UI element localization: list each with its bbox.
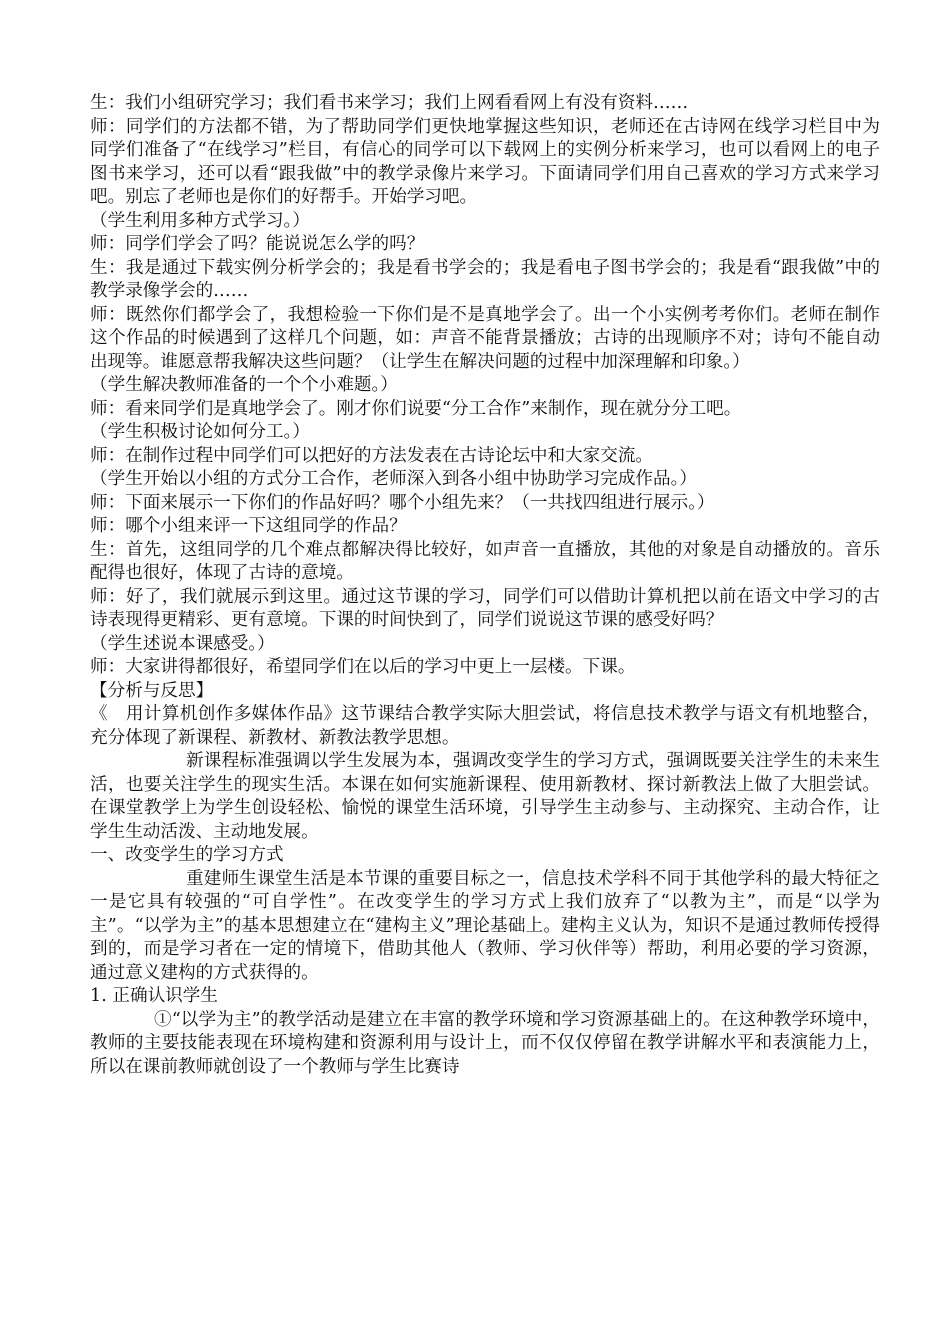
paragraph-2: 师：同学们的方法都不错，为了帮助同学们更快地掌握这些知识，老师还在古诗网在线学习栏目中为同学们准备了“在线学习”栏目，有信心的同学可以下载网上的实例分析来学习，也可以看网上的电子图书来学习，还可以看“跟我做”中的教学录像片来学习。下面请同学们用自己喜欢的学习方式来学习吧。别忘了老师也是你们的好帮手。开始学习吧。 [90, 116, 880, 207]
paragraph-13: 师：哪个小组来评一下这组同学的作品？ [90, 516, 407, 536]
paragraph-7: （学生解决教师准备的一个个小难题。） [90, 375, 398, 395]
section-heading-analysis: 【分析与反思】 [90, 680, 214, 701]
paragraph-16: （学生述说本课感受。） [90, 633, 275, 654]
paragraph-22: 重建师生课堂生活是本节课的重要目标之一，信息技术学科不同于其他学科的最大特征之一是它具有较强的“可自学性”。在改变学生的学习方式上我们放弃了“以教为主”，而是“以学为主”。“以学为主”的基本思想建立在“建构主义”理论基础上。建构主义认为，知识不是通过教师传授得到的，而是学习者在一定的情境下，借助其他人（教师、学习伙伴等）帮助，利用必要的学习资源，通过意义建构的方式获得的。 [90, 868, 880, 983]
paragraph-15: 师：好了，我们就展示到这里。通过这节课的学习，同学们可以借助计算机把以前在语文中学习的古诗表现得更精彩、更有意境。下课的时间快到了，同学们说说这节课的感受好吗？ [90, 586, 880, 630]
paragraph-8: 师：看来同学们是真地学会了。刚才你们说要“分工合作”来制作，现在就分分工吧。 [90, 398, 742, 419]
section-heading-1: 一、改变学生的学习方式 [90, 845, 284, 865]
paragraph-3: （学生利用多种方式学习。） [90, 210, 310, 231]
paragraph-4: 师：同学们学会了吗？能说说怎么学的吗？ [90, 234, 425, 254]
paragraph-6: 师：既然你们都学会了，我想检验一下你们是不是真地学会了。出一个小实例考考你们。老师在制作这个作品的时候遇到了这样几个问题，如：声音不能背景播放；古诗的出现顺序不对；诗句不能自动出现等。谁愿意帮我解决这些问题？（让学生在解决问题的过程中加深理解和印象。） [90, 304, 880, 372]
paragraph-24: ①“以学为主”的教学活动是建立在丰富的教学环境和学习资源基础上的。在这种教学环境中，教师的主要技能表现在环境构建和资源利用与设计上，而不仅仅停留在教学讲解水平和表演能力上，所以在课前教师就创设了一个教师与学生比赛诗 [90, 1009, 880, 1077]
paragraph-11: （学生开始以小组的方式分工合作，老师深入到各小组中协助学习完成作品。） [90, 469, 697, 489]
paragraph-10: 师：在制作过程中同学们可以把好的方法发表在古诗论坛中和大家交流。 [90, 445, 654, 466]
paragraph-20: 新课程标准强调以学生发展为本，强调改变学生的学习方式，强调既要关注学生的未来生活，也要关注学生的现实生活。本课在如何实施新课程、使用新教材、探讨新教法上做了大胆尝试。在课堂教学上为学生创设轻松、愉悦的课堂生活环境，引导学生主动参与、主动探究、主动合作，让学生生动活泼、主动地发展。 [90, 751, 880, 842]
paragraph-1: 生：我们小组研究学习；我们看书来学习；我们上网看看网上有没有资料…… [90, 93, 689, 113]
paragraph-19: 《 用计算机创作多媒体作品》这节课结合教学实际大胆尝试，将信息技术教学与语文有机地整合，充分体现了新课程、新教材、新教法教学思想。 [90, 704, 880, 748]
subsection-heading-1: 1. 正确认识学生 [90, 986, 218, 1006]
paragraph-12: 师：下面来展示一下你们的作品好吗？哪个小组先来？（一共找四组进行展示。） [90, 492, 715, 513]
paragraph-17: 师：大家讲得都很好，希望同学们在以后的学习中更上一层楼。下课。 [90, 657, 636, 677]
paragraph-14: 生：首先，这组同学的几个难点都解决得比较好，如声音一直播放，其他的对象是自动播放的。音乐配得也很好，体现了古诗的意境。 [90, 539, 880, 583]
paragraph-9: （学生积极讨论如何分工。） [90, 422, 310, 442]
paragraph-5: 生：我是通过下载实例分析学会的；我是看书学会的；我是看电子图书学会的；我是看“跟我做”中的教学录像学会的…… [90, 257, 880, 301]
document-page [90, 92, 880, 1079]
